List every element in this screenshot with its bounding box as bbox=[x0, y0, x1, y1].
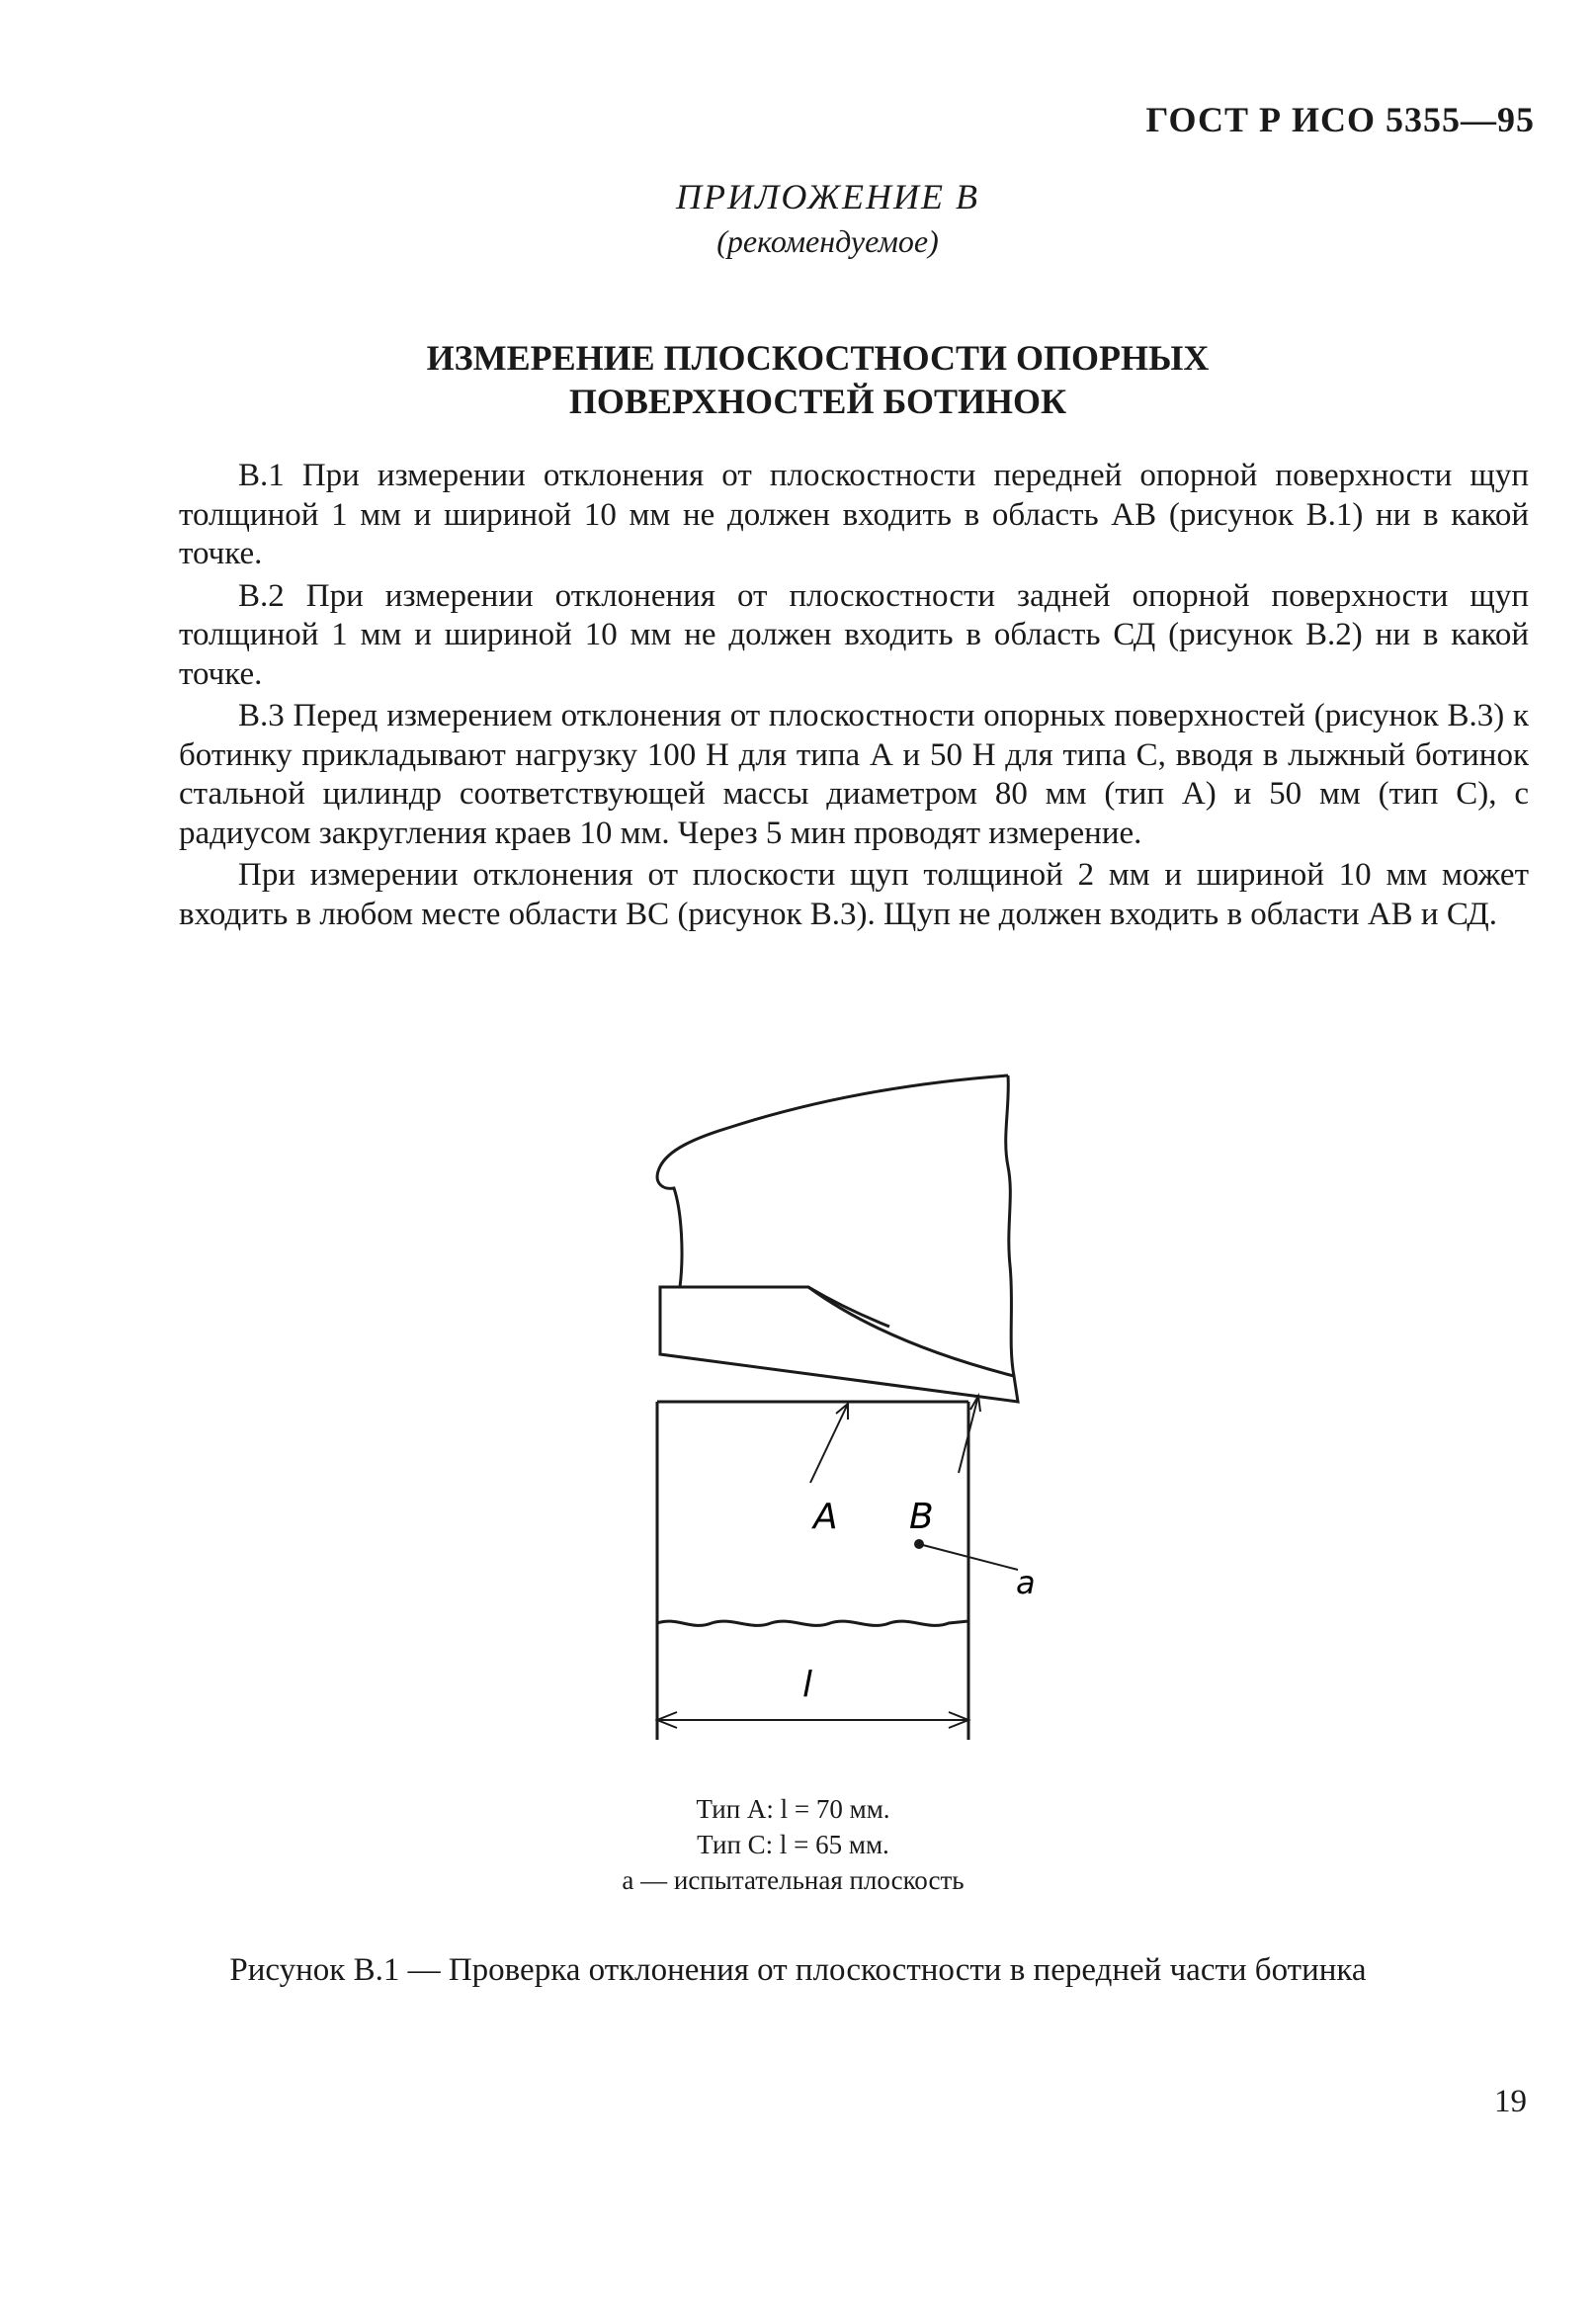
paragraph-b3: В.3 Перед измерением отклонения от плоскостности опорных поверхностей (рисунок В.3) к ботинку прикладывают нагрузку 100 Н для типа А и 50 Н для типа С, вводя в лыжный ботинок стальной цилиндр соответствующей массы диаметром 80 мм (тип А) и 50 мм (тип С), с радиусом закругления краев 10 мм. Через 5 мин проводят измерение. bbox=[179, 698, 1529, 851]
document-header: ГОСТ Р ИСО 5355—95 bbox=[1145, 100, 1535, 139]
paragraph-b3-continued: При измерении отклонения от плоскости щуп толщиной 2 мм и шириной 10 мм может входить в любом месте области ВС (рисунок В.3). Щуп не должен входить в области АВ и СД. bbox=[179, 857, 1529, 932]
section-title-line-1: ИЗМЕРЕНИЕ ПЛОСКОСТНОСТИ ОПОРНЫХ bbox=[426, 338, 1210, 378]
leader-a-dot bbox=[914, 1539, 924, 1549]
label-A: A bbox=[813, 1497, 838, 1537]
boot-back-edge bbox=[1006, 1075, 1014, 1376]
label-B: B bbox=[909, 1497, 934, 1537]
figure-notes bbox=[0, 1791, 1596, 1898]
section-title-line-2: ПОВЕРХНОСТЕЙ БОТИНОК bbox=[568, 382, 1067, 421]
leader-A bbox=[810, 1404, 848, 1483]
page-number: 19 bbox=[1494, 2084, 1527, 2119]
paragraph-b1: В.1 При измерении отклонения от плоскостности передней опорной поверхности щуп толщиной 1 мм и шириной 10 мм не должен входить в область АВ (рисунок В.1) ни в какой точке. bbox=[179, 458, 1529, 571]
figure-note-legend: a — испытательная плоскость bbox=[622, 1865, 965, 1895]
paragraph-b2: В.2 При измерении отклонения от плоскостности задней опорной поверхности щуп толщиной 1 мм и шириной 10 мм не должен входить в область СД (рисунок В.2) ни в какой точке. bbox=[179, 577, 1529, 692]
figure-caption: Рисунок В.1 — Проверка отклонения от плоскостности в передней части ботинка bbox=[229, 1952, 1367, 1988]
body-text bbox=[179, 457, 1529, 934]
boot-toe-curve bbox=[808, 1287, 889, 1327]
figure-note-type-c: Тип С: l = 65 мм. bbox=[697, 1830, 889, 1859]
boot-flatness-figure bbox=[632, 1068, 1048, 1760]
appendix-heading bbox=[0, 176, 1596, 260]
label-l: l bbox=[802, 1665, 813, 1705]
appendix-subtitle: (рекомендуемое) bbox=[716, 223, 939, 259]
section-title bbox=[0, 336, 1596, 423]
boot-upper-outline bbox=[657, 1075, 1008, 1287]
appendix-title: ПРИЛОЖЕНИЕ В bbox=[676, 177, 979, 216]
wavy-break-line bbox=[657, 1621, 968, 1625]
label-a: a bbox=[1016, 1564, 1036, 1601]
figure-note-type-a: Тип А: l = 70 мм. bbox=[696, 1794, 890, 1824]
